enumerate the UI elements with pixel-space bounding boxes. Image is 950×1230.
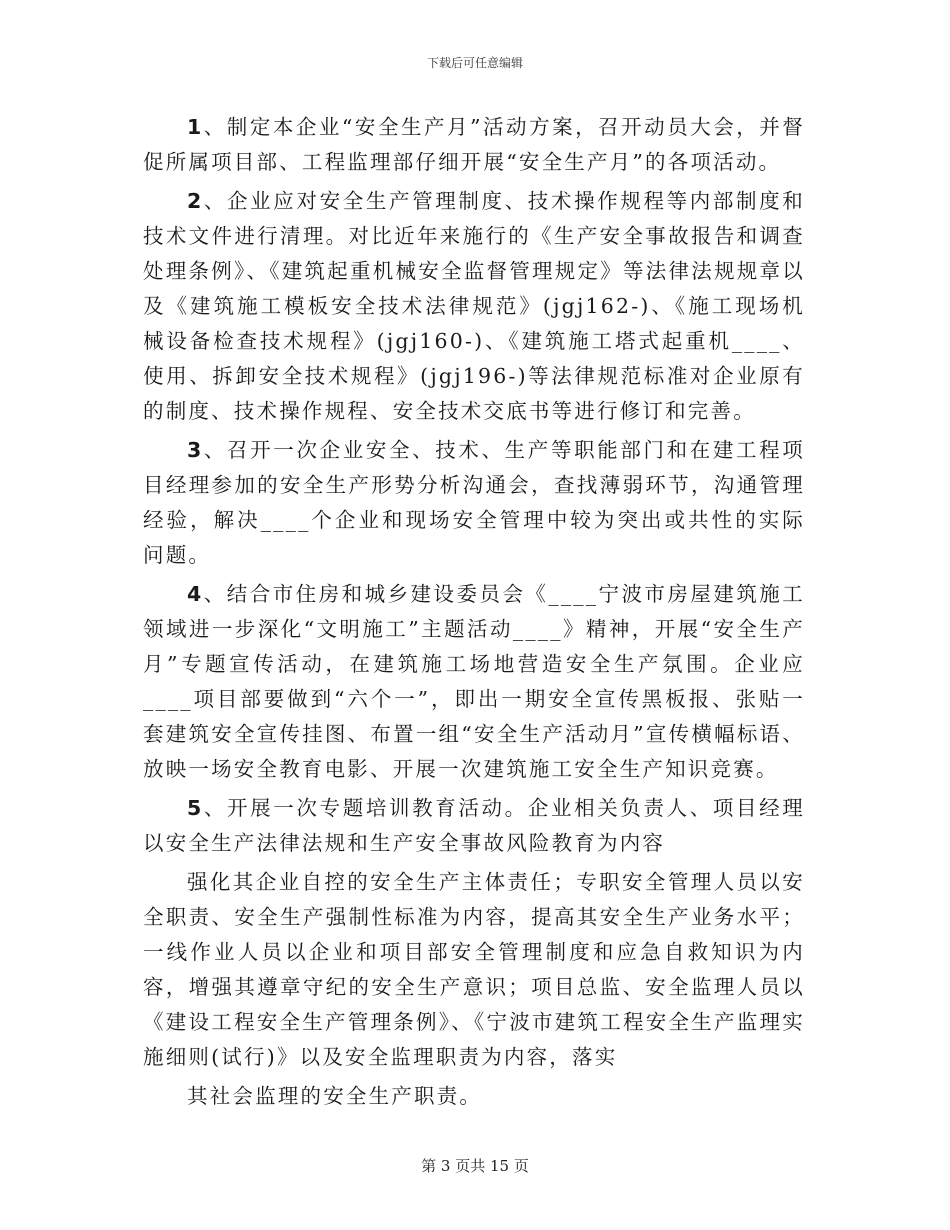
paragraph-7 — [143, 1079, 805, 1114]
paragraph-1 — [143, 110, 805, 180]
paragraph-5 — [143, 791, 805, 861]
paragraph-text: 、制定本企业“安全生产月”活动方案，召开动员大会，并督促所属项目部、工程监理部仔细开展“安全生产月”的各项活动。 — [143, 115, 805, 174]
paragraph-text: 强化其企业自控的安全生产主体责任；专职安全管理人员以安全职责、安全生产强制性标准为内容，提高其安全生产业务水平；一线作业人员以企业和项目部安全管理制度和应急自救知识为内容，增强其遵章守纪的安全生产意识；项目总监、安全监理人员以《建设工程安全生产管理条例》、《宁波市建筑工程安全生产监理实施细则(试行)》以及安全监理职责为内容，落实 — [143, 870, 805, 1069]
page-header: 下载后可任意编辑 — [426, 56, 523, 70]
paragraph-3 — [143, 433, 805, 573]
document-body — [143, 110, 805, 1118]
item-number: 3 — [187, 438, 204, 462]
item-number: 5 — [187, 796, 204, 820]
paragraph-6 — [143, 865, 805, 1075]
page-footer: 第 3 页共 15 页 — [421, 1157, 529, 1175]
paragraph-text: 、结合市住房和城乡建设委员会《____宁波市房屋建筑施工领域进一步深化“文明施工”主题活动____》精神，开展“安全生产月”专题宣传活动，在建筑施工场地营造安全生产氛围。企业应____项目部要做到“六个一”，即出一期安全宣传黑板报、张贴一套建筑安全宣传挂图、布置一组“安全生产活动月”宣传横幅标语、放映一场安全教育电影、开展一次建筑施工安全生产知识竞赛。 — [143, 582, 805, 781]
item-number: 2 — [187, 189, 204, 213]
paragraph-text: 、企业应对安全生产管理制度、技术操作规程等内部制度和技术文件进行清理。对比近年来施行的《生产安全事故报告和调查处理条例》、《建筑起重机械安全监督管理规定》等法律法规规章以及《建筑施工模板安全技术法律规范》(jgj162-)、《施工现场机械设备检查技术规程》(jgj160-)、《建筑施工塔式起重机____、使用、拆卸安全技术规程》(jgj196-)等法律规范标准对企业原有的制度、技术操作规程、安全技术交底书等进行修订和完善。 — [143, 189, 805, 423]
paragraph-2 — [143, 184, 805, 429]
item-number: 1 — [187, 115, 204, 139]
paragraph-text: 、开展一次专题培训教育活动。企业相关负责人、项目经理以安全生产法律法规和生产安全事故风险教育为内容 — [143, 796, 805, 855]
paragraph-text: 其社会监理的安全生产职责。 — [187, 1084, 483, 1108]
paragraph-text: 、召开一次企业安全、技术、生产等职能部门和在建工程项目经理参加的安全生产形势分析沟通会，查找薄弱环节，沟通管理经验，解决____个企业和现场安全管理中较为突出或共性的实际问题。 — [143, 438, 805, 567]
paragraph-4 — [143, 577, 805, 787]
item-number: 4 — [187, 582, 204, 606]
